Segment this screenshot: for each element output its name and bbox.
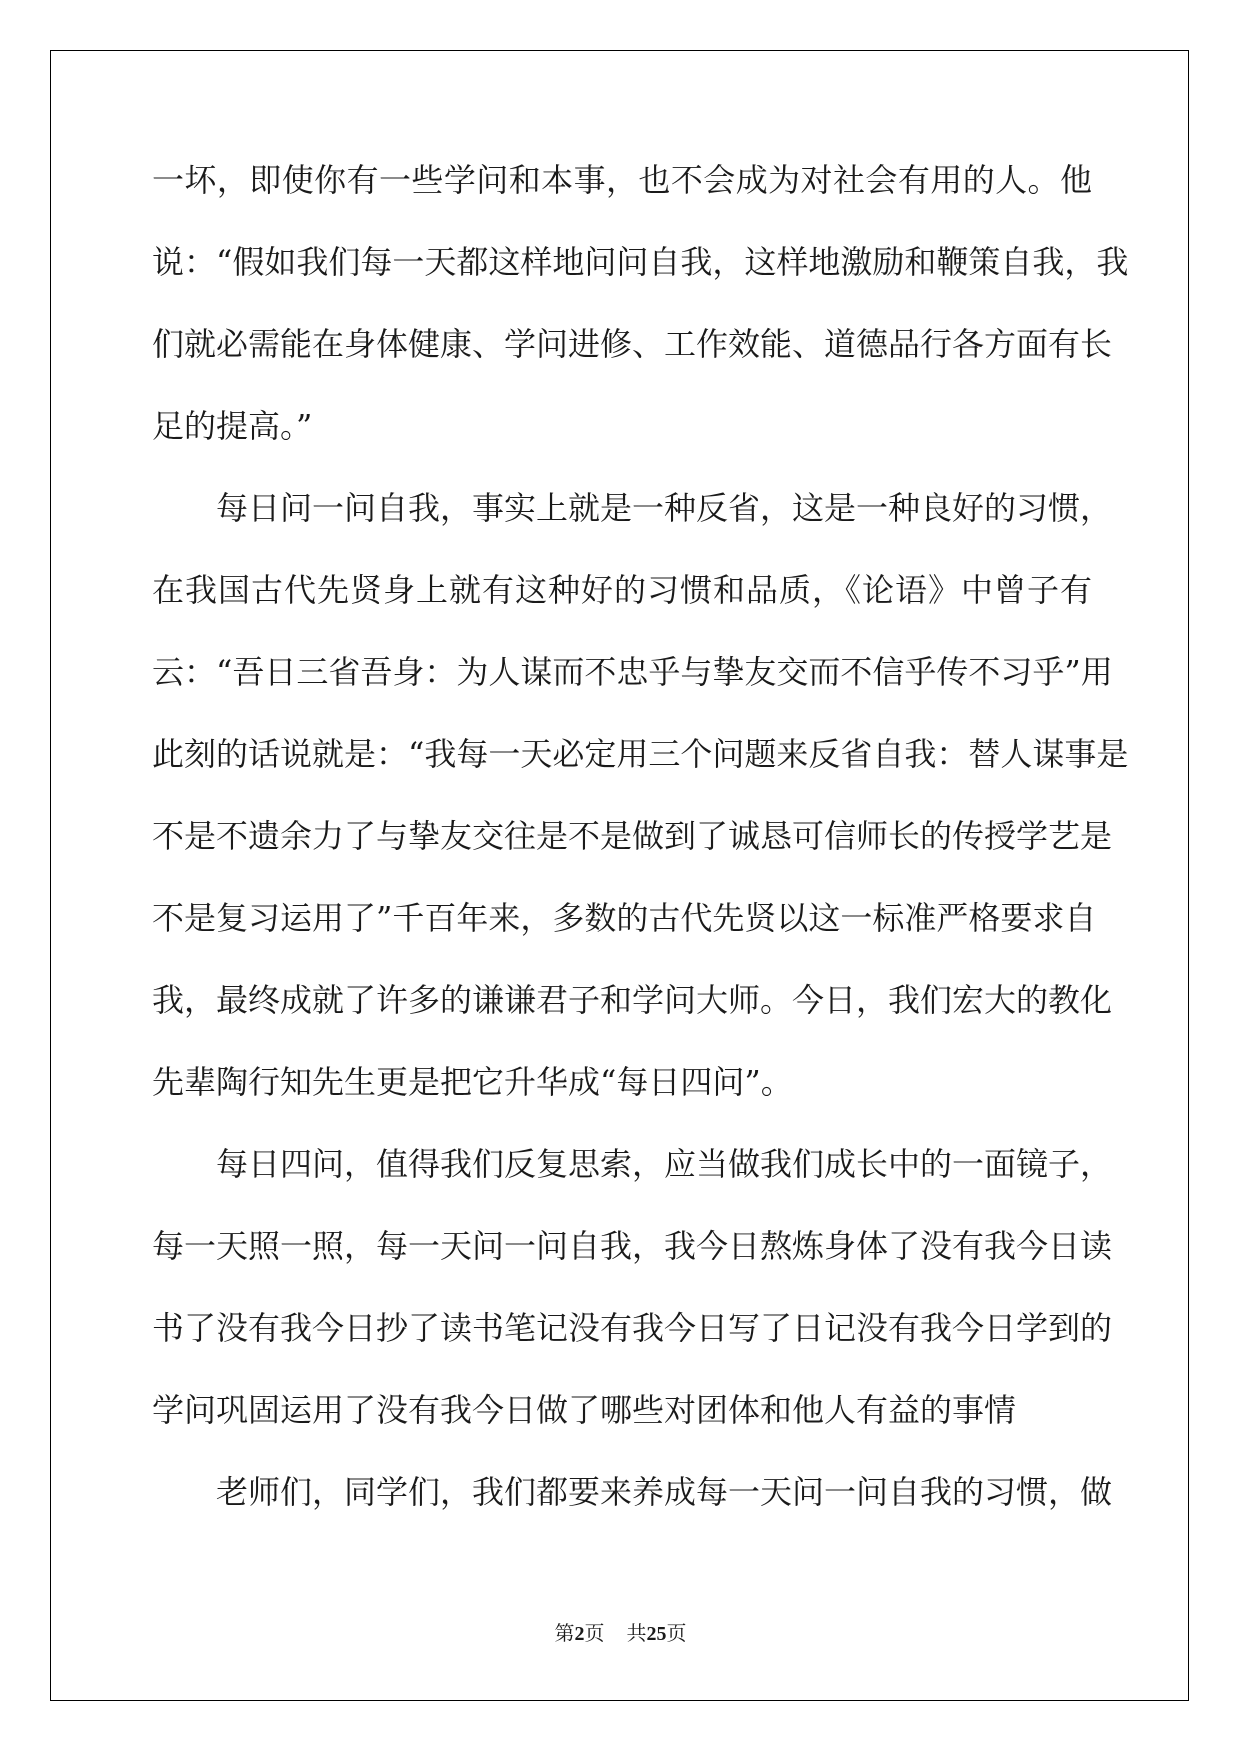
page-number: 2	[574, 1623, 585, 1645]
text-line: 一坏，即使你有一些学问和本事，也不会成为对社会有用的人。他	[152, 161, 1092, 199]
text-line: 不是不遗余力了与挚友交往是不是做到了诚恳可信师长的传授学艺是	[152, 817, 1113, 855]
page-suffix: 页	[584, 1621, 605, 1645]
text-line: 足的提高。”	[152, 407, 313, 445]
paragraph-first-line: 每日问一问自我，事实上就是一种反省，这是一种良好的习惯，	[216, 489, 1113, 527]
text-line: 先辈陶行知先生更是把它升华成“每日四问”。	[152, 1063, 793, 1101]
paragraph-first-line: 老师们，同学们，我们都要来养成每一天问一问自我的习惯，做	[216, 1473, 1113, 1511]
text-line: 学问巩固运用了没有我今日做了哪些对团体和他人有益的事情	[152, 1391, 1017, 1429]
text-line: 此刻的话说就是：“我每一天必定用三个问题来反省自我：替人谋事是	[152, 735, 1129, 773]
paragraph-first-line: 每日四问，值得我们反复思索，应当做我们成长中的一面镜子，	[216, 1145, 1113, 1183]
text-line: 云：“吾日三省吾身：为人谋而不忠乎与挚友交而不信乎传不习乎”用	[152, 653, 1113, 691]
text-line: 说：“假如我们每一天都这样地问问自我，这样地激励和鞭策自我，我	[152, 243, 1129, 281]
text-line: 们就必需能在身体健康、学问进修、工作效能、道德品行各方面有长	[152, 325, 1113, 363]
text-line: 在我国古代先贤身上就有这种好的习惯和品质，《论语》中曾子有	[152, 571, 1092, 609]
total-suffix: 页	[666, 1621, 687, 1645]
page-prefix: 第	[554, 1621, 575, 1645]
total-pages: 25	[646, 1623, 667, 1645]
page-footer	[0, 1621, 1241, 1646]
document-body	[152, 160, 1129, 1554]
text-line: 不是复习运用了”千百年来，多数的古代先贤以这一标准严格要求自	[152, 899, 1097, 937]
text-line: 书了没有我今日抄了读书笔记没有我今日写了日记没有我今日学到的	[152, 1309, 1113, 1347]
total-prefix: 共	[626, 1621, 647, 1645]
text-line: 我，最终成就了许多的谦谦君子和学问大师。今日，我们宏大的教化	[152, 981, 1113, 1019]
text-line: 每一天照一照，每一天问一问自我，我今日熬炼身体了没有我今日读	[152, 1227, 1113, 1265]
